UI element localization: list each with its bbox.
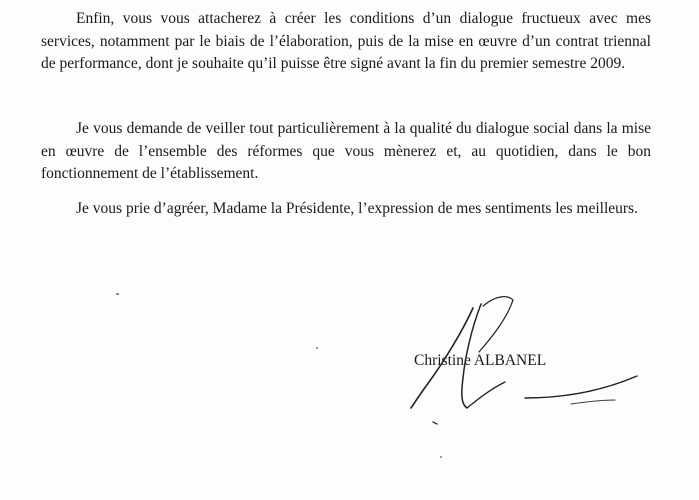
paragraph-closing: Je vous prie d’agréer, Madame la Présidente, l’expression de mes sentiments les meilleurs. — [76, 200, 638, 217]
paragraph-social-dialogue: Je vous demande de veiller tout particulièrement à la qualité du dialogue social dans la mise en œuvre de l’ensemble des réformes que vous mènerez et, au quotidien, dans le bon fonctionnement de l’établissement. — [41, 120, 651, 182]
paragraph-contract: Enfin, vous vous attacherez à créer les conditions d’un dialogue fructueux avec mes services, notamment par le biais de l’élaboration, puis de la mise en œuvre d’un contrat triennal de performance, dont je souhaite qu’il puisse être signé avant la fin du premier semestre 2009. — [41, 10, 651, 72]
handwritten-signature — [395, 290, 655, 440]
paper-speck — [316, 347, 318, 349]
paper-speck — [440, 456, 442, 458]
paper-speck — [116, 293, 119, 295]
signatory-name: Christine ALBANEL — [414, 352, 547, 369]
